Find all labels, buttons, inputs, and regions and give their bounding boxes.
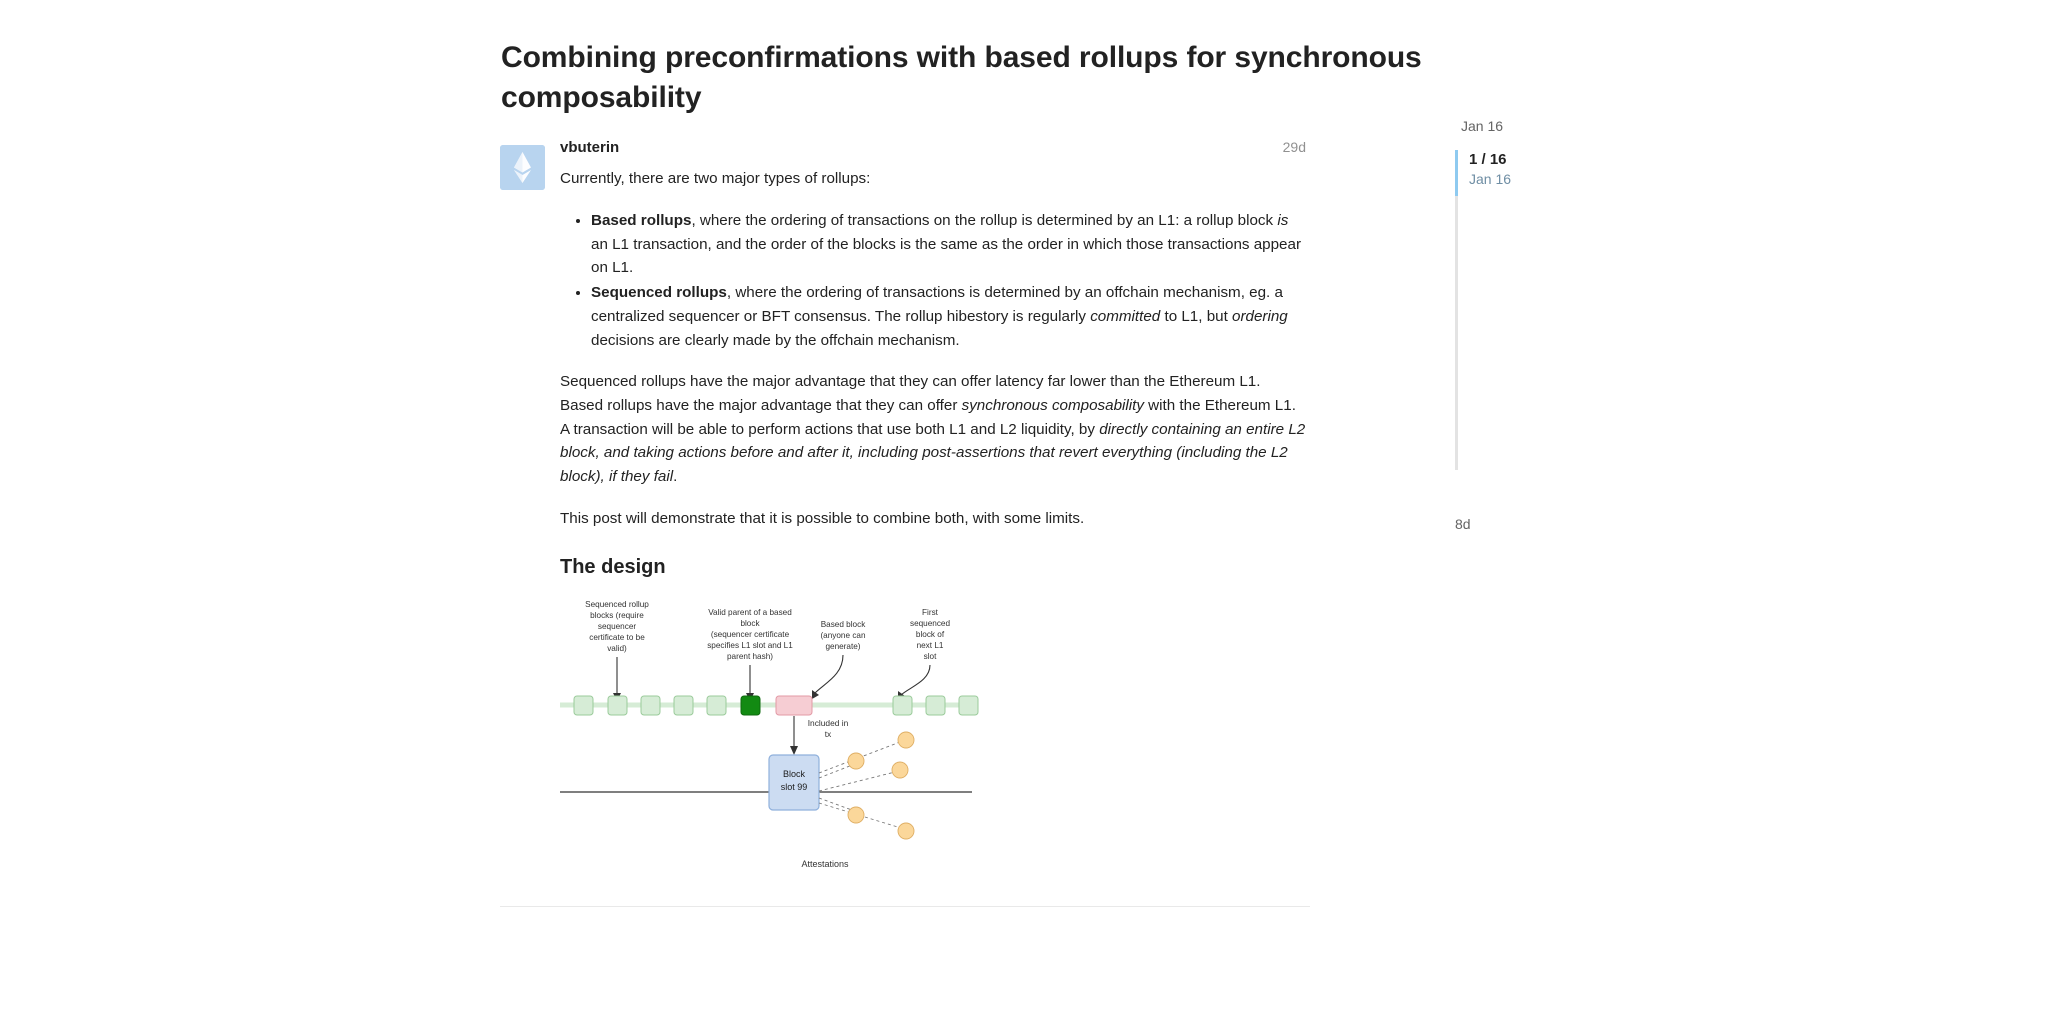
list-item (591, 281, 1306, 352)
avatar-column (500, 139, 560, 900)
sequenced-rollups-text-1: , where the ordering of transactions is determined by an offchain mechanism, eg. a centralized sequencer or BFT consensus. The rollup hibestory is regularly (591, 284, 1283, 325)
sequenced-rollups-text-3: decisions are clearly made by the offchain mechanism. (591, 331, 960, 349)
svg-text:(sequencer certificate: (sequencer certificate (710, 630, 790, 640)
post-header (560, 139, 1306, 156)
diagram-label-sequenced-rollup-blocks: Sequenced rollup (585, 600, 649, 610)
timeline-bar (1455, 150, 1458, 470)
para2-text-2: with the Ethereum L1. A transaction will be able to perform actions that use both L1 and L2 liquidity, by (560, 396, 1296, 438)
post-author[interactable]: vbuterin (560, 139, 620, 157)
arrow-first-sequenced (901, 665, 930, 695)
svg-text:sequencer: sequencer (597, 622, 637, 632)
diagram-label-included-in-tx: Included in (807, 718, 849, 729)
block-slot-label-line1: Block (782, 769, 806, 780)
timeline-position: 1 / 16 (1469, 151, 1507, 168)
list-item (591, 209, 1306, 280)
svg-text:next L1: next L1 (916, 641, 944, 651)
valid-parent-block (741, 696, 760, 715)
svg-text:blocks (require: blocks (require (590, 611, 644, 621)
svg-text:(anyone can: (anyone can (820, 631, 866, 641)
sequenced-rollups-text-2: to L1, but (1160, 307, 1233, 325)
timeline-position-date: Jan 16 (1469, 170, 1512, 187)
svg-text:tx: tx (824, 729, 832, 740)
para2-em-1: synchronous composability (961, 396, 1144, 414)
attestation-dots (848, 732, 914, 839)
post (500, 139, 1310, 907)
svg-text:specifies L1 slot and L1: specifies L1 slot and L1 (707, 641, 793, 651)
rollup-types-list (560, 209, 1306, 352)
svg-text:valid): valid) (607, 644, 627, 654)
topic-container (500, 0, 1500, 907)
based-rollups-em-1: is (1277, 211, 1289, 229)
timeline-track[interactable] (1455, 150, 1575, 532)
timeline-bar-active[interactable] (1455, 150, 1458, 196)
svg-text:block: block (740, 619, 760, 629)
sequenced-rollups-em-1: committed (1090, 307, 1161, 325)
based-block (776, 696, 812, 715)
svg-text:certificate to be: certificate to be (589, 633, 645, 643)
para2-text-3: . (673, 468, 678, 486)
post-paragraph-3: This post will demonstrate that it is possible to combine both, with some limits. (560, 509, 1085, 527)
diagram-label-first-sequenced-next: First (922, 608, 938, 618)
timeline-top-date: Jan 16 (1461, 118, 1504, 134)
page-title: Combining preconfirmations with based rollups for synchronous composability (501, 41, 1422, 114)
para2-em-2: directly containing an entire L2 block, and taking actions before and after it, including post-assertions that revert everything (including the L2 block), if they fail (560, 420, 1306, 486)
diagram-label-based-block: Based block (820, 620, 866, 630)
design-diagram[interactable] (560, 595, 1105, 895)
avatar[interactable] (500, 145, 545, 190)
post-date[interactable]: 29d (1282, 139, 1306, 156)
post-paragraph-2 (560, 370, 1306, 489)
based-rollups-text-2: an L1 transaction, and the order of the blocks is the same as the order in which those transactions appear on L1. (591, 235, 1302, 277)
timeline-bottom-date: 8d (1455, 516, 1471, 532)
svg-text:slot: slot (923, 652, 937, 662)
svg-text:parent hash): parent hash) (727, 652, 773, 662)
para2-text-1: Sequenced rollups have the major advantage that they can offer latency far lower than the Ethereum L1. Based rollups have the major advantage that they can offer (560, 373, 1261, 414)
post-body (560, 139, 1310, 900)
diagram-label-valid-parent: Valid parent of a based (708, 608, 792, 618)
block-slot-label-line2: slot 99 (780, 782, 808, 793)
sequenced-rollups-em-2: ordering (1232, 307, 1288, 325)
section-heading-the-design: The design (560, 556, 666, 579)
post-intro-paragraph: Currently, there are two major types of rollups: (560, 170, 871, 188)
based-rollups-text-1: , where the ordering of transactions on the rollup is determined by an L1: a rollup block (691, 211, 1278, 229)
svg-text:block of: block of (915, 630, 945, 640)
topic-timeline[interactable] (1455, 118, 1575, 532)
based-rollups-term: Based rollups (591, 211, 692, 229)
svg-text:sequenced: sequenced (909, 619, 951, 629)
diagram-label-attestations: Attestations (801, 859, 849, 870)
sequenced-rollups-term: Sequenced rollups (591, 284, 727, 302)
svg-text:generate): generate) (825, 642, 861, 652)
arrow-based-block (815, 655, 843, 693)
ethereum-logo-icon (500, 145, 545, 190)
